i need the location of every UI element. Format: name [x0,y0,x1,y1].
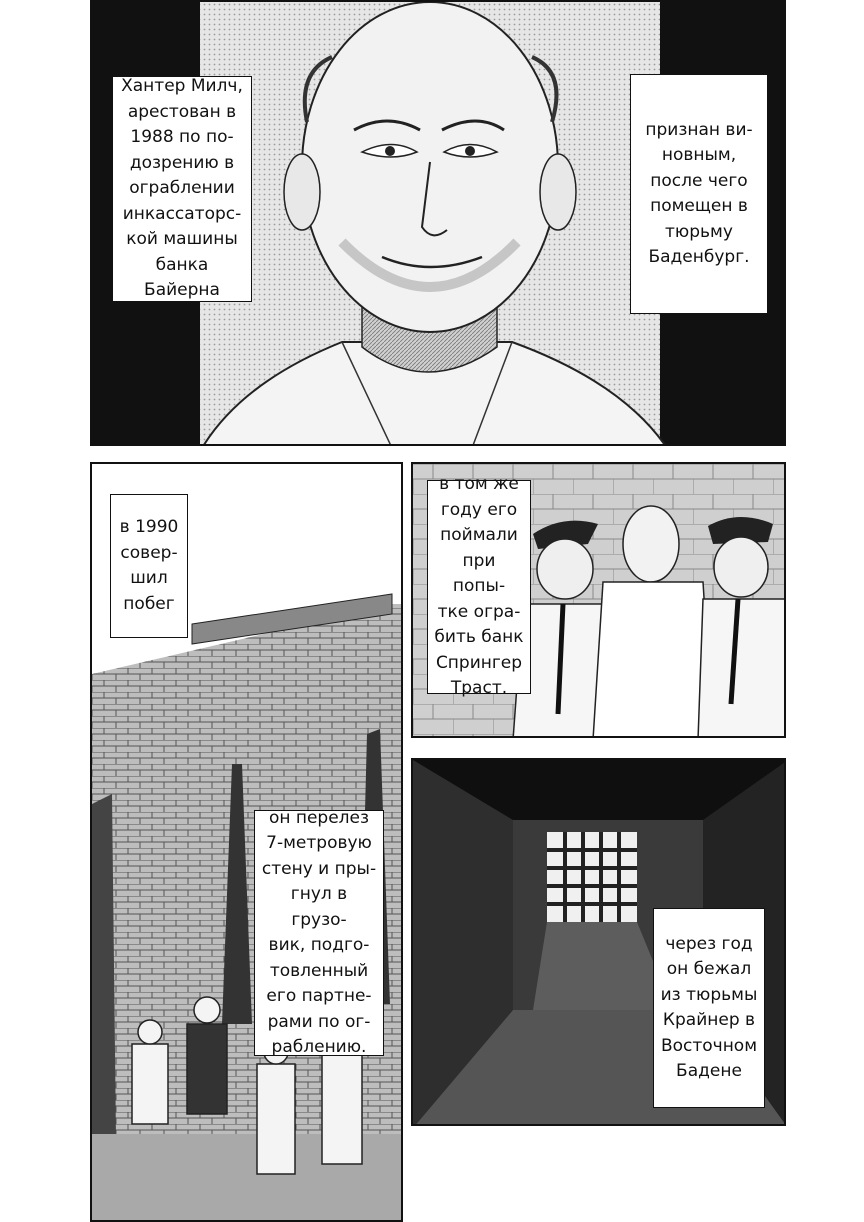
panel-portrait [90,0,786,446]
caption-caught: в том же году его поймали при попы- тке огра- бить банк Спрингер Траст. [427,480,531,694]
caption-1990-escape: в 1990 совер- шил побег [110,494,188,638]
panel-prison-cell [411,758,786,1126]
caption-convicted: признан ви- новным, после чего помещен в тюрьму Баденбург. [630,74,768,314]
caption-climbed-wall: он перелез 7-метровую стену и пры- гнул в грузо- вик, подго- товленный его партне- рами по ог- раблению. [254,810,384,1056]
caption-escape-krainer: через год он бежал из тюрьмы Крайнер в Восточном Бадене [653,908,765,1108]
panel-arrest [411,462,786,738]
caption-arrest: Хантер Милч, арестован в 1988 по по- дозрению в ограблении инкассаторс- кой машины банка Байерна [112,76,252,302]
panel-wall-escape [90,462,403,1222]
